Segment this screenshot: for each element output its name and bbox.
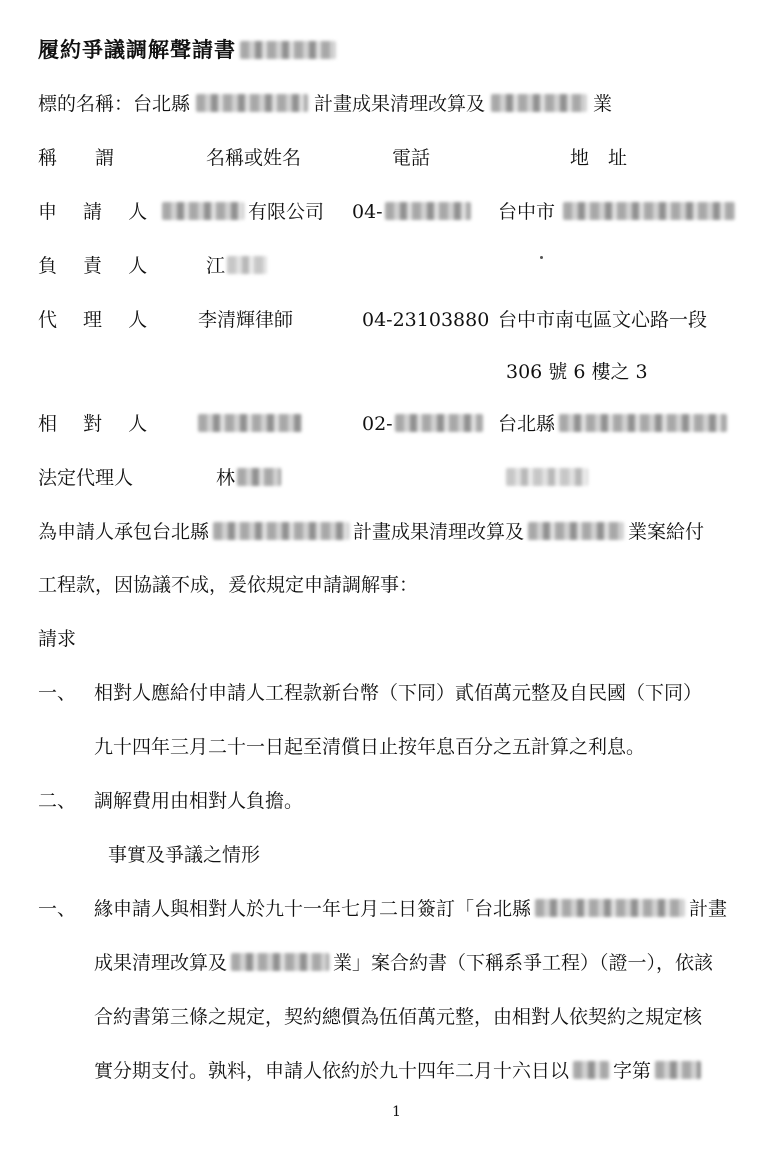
redacted-text bbox=[573, 1061, 609, 1079]
redacted-text bbox=[237, 468, 281, 486]
respondent-address-prefix: 台北縣 bbox=[498, 413, 556, 435]
redacted-text bbox=[231, 953, 329, 971]
respondent-name bbox=[198, 412, 302, 436]
intro-text-b: 計畫成果清理改算及 bbox=[353, 521, 525, 543]
redacted-text bbox=[227, 256, 267, 274]
redacted-text bbox=[506, 468, 588, 486]
agent-address-line1: 台中市南屯區文心路一段 bbox=[498, 309, 708, 331]
agent-phone: 04-23103880 bbox=[362, 309, 490, 331]
applicant-phone-prefix: 04- bbox=[352, 201, 383, 223]
applicant-address-prefix: 台中市 bbox=[498, 201, 556, 223]
fact-1-line-4 bbox=[94, 1059, 701, 1083]
facts-heading: 事實及爭議之情形 bbox=[108, 844, 261, 866]
applicant-name-suffix: 有限公司 bbox=[248, 201, 325, 223]
intro-text-a: 為申請人承包台北縣 bbox=[38, 521, 210, 543]
redacted-text bbox=[213, 522, 349, 540]
fact-1-line-3: 合約書第三條之規定，契約總價為伍佰萬元整，由相對人依契約之規定核 bbox=[94, 1006, 703, 1028]
subject-line bbox=[38, 92, 612, 116]
applicant-phone bbox=[352, 200, 471, 224]
redacted-text bbox=[655, 1061, 701, 1079]
respondent-phone-prefix: 02- bbox=[362, 413, 393, 435]
claim-2-number: 二、 bbox=[38, 790, 77, 812]
fact-1-line-1 bbox=[94, 897, 727, 921]
fact-text: 成果清理改算及 bbox=[94, 952, 228, 974]
claim-2-line-1: 調解費用由相對人負擔。 bbox=[94, 790, 304, 812]
redacted-text bbox=[162, 202, 244, 220]
principal-role: 負 責 人 bbox=[38, 255, 158, 277]
claim-1-line-1: 相對人應給付申請人工程款新台幣（下同）貳佰萬元整及自民國（下同） bbox=[94, 682, 703, 704]
legal-rep-name bbox=[216, 466, 281, 490]
header-role: 稱 謂 bbox=[38, 147, 115, 169]
subject-label: 標的名稱：台北縣 bbox=[38, 93, 191, 115]
redacted-text bbox=[198, 414, 302, 432]
document-title bbox=[38, 38, 336, 62]
respondent-phone bbox=[362, 412, 483, 436]
header-name: 名稱或姓名 bbox=[206, 147, 302, 169]
redacted-text bbox=[535, 899, 685, 917]
redacted-text bbox=[385, 202, 471, 220]
fact-text: 計畫 bbox=[689, 898, 728, 920]
subject-end: 業 bbox=[593, 93, 613, 115]
principal-name-prefix: 江 bbox=[206, 255, 226, 277]
legal-rep-name-prefix: 林 bbox=[216, 467, 236, 489]
redacted-text bbox=[563, 202, 735, 220]
claim-1-number: 一、 bbox=[38, 682, 77, 704]
page-number: 1 bbox=[392, 1104, 401, 1120]
redacted-text bbox=[491, 94, 587, 112]
title-text: 履約爭議調解聲請書 bbox=[38, 37, 236, 62]
agent-role: 代 理 人 bbox=[38, 309, 158, 331]
redacted-text bbox=[528, 522, 624, 540]
scan-speck bbox=[540, 256, 543, 259]
applicant-role: 申 請 人 bbox=[38, 201, 158, 223]
subject-mid: 計畫成果清理改算及 bbox=[314, 93, 486, 115]
respondent-address bbox=[498, 412, 727, 436]
principal-name bbox=[206, 254, 267, 278]
fact-1-number: 一、 bbox=[38, 898, 77, 920]
redacted-text bbox=[395, 414, 483, 432]
fact-text: 字第 bbox=[613, 1060, 652, 1082]
redacted-text bbox=[559, 414, 727, 432]
header-address: 地 址 bbox=[570, 147, 628, 169]
claims-heading: 請求 bbox=[38, 628, 77, 650]
fact-text: 實分期支付。孰料，申請人依約於九十四年二月十六日以 bbox=[94, 1060, 570, 1082]
header-phone: 電話 bbox=[392, 147, 431, 169]
agent-name: 李清輝律師 bbox=[198, 309, 294, 331]
agent-address-line2: 306 號 6 樓之 3 bbox=[506, 361, 648, 383]
applicant-address bbox=[498, 200, 735, 224]
fact-text: 業」案合約書（下稱系爭工程）（證一），依該 bbox=[333, 952, 714, 974]
intro-text-c: 業案給付 bbox=[628, 521, 705, 543]
redacted-text bbox=[240, 41, 336, 59]
legal-rep-address bbox=[506, 466, 588, 490]
fact-text: 緣申請人與相對人於九十一年七月二日簽訂「台北縣 bbox=[94, 898, 532, 920]
applicant-name bbox=[162, 200, 324, 224]
legal-rep-role: 法定代理人 bbox=[38, 467, 134, 489]
respondent-role: 相 對 人 bbox=[38, 413, 158, 435]
claim-1-line-2: 九十四年三月二十一日起至清償日止按年息百分之五計算之利息。 bbox=[94, 736, 646, 758]
intro-line-2: 工程款，因協議不成，爰依規定申請調解事： bbox=[38, 574, 419, 596]
intro-line-1 bbox=[38, 520, 704, 544]
redacted-text bbox=[196, 94, 308, 112]
fact-1-line-2 bbox=[94, 951, 713, 975]
